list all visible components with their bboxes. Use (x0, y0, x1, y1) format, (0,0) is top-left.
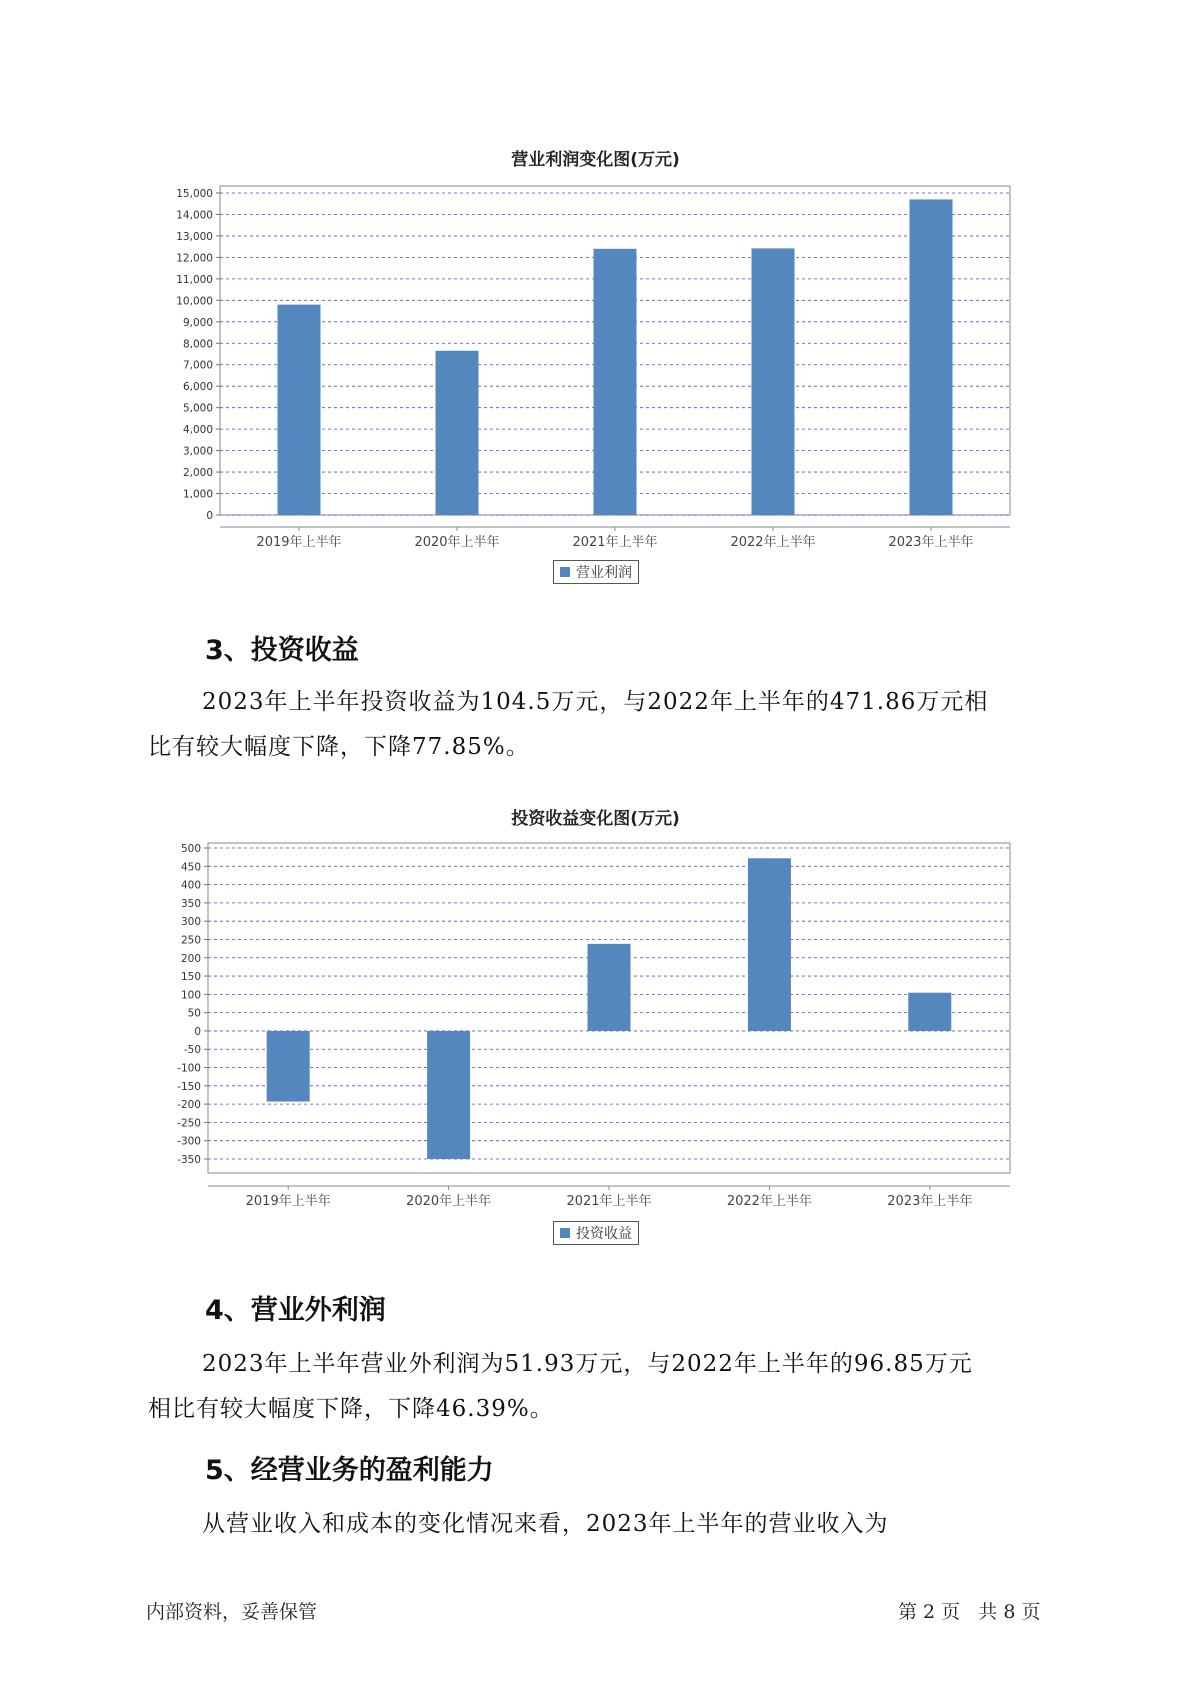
section4-paragraph (148, 1342, 1048, 1432)
bar-2020年上半年 (427, 1031, 470, 1159)
legend-swatch (560, 1228, 570, 1238)
chart1-title: 营业利润变化图(万元) (511, 150, 680, 170)
y-tick-label: -150 (177, 1080, 201, 1093)
bar-2021年上半年 (594, 249, 637, 515)
y-tick-label: 0 (194, 1025, 201, 1038)
bar-2019年上半年 (278, 305, 321, 515)
y-tick-label: 7,000 (182, 359, 213, 372)
bar-2022年上半年 (748, 858, 791, 1031)
investment-income-chart (0, 820, 1191, 1220)
y-tick-label: 13,000 (176, 230, 213, 243)
x-tick-label: 2020年上半年 (406, 1194, 492, 1209)
x-tick-label: 2019年上半年 (245, 1194, 331, 1209)
y-tick-label: 9,000 (182, 316, 213, 329)
y-tick-label: 350 (180, 897, 201, 910)
y-tick-label: 2,000 (182, 467, 213, 480)
y-tick-label: 11,000 (176, 273, 213, 286)
y-tick-label: 0 (206, 510, 213, 522)
y-tick-label: 250 (180, 934, 201, 947)
y-tick-label: -250 (177, 1117, 201, 1130)
y-tick-label: -300 (177, 1135, 201, 1148)
chart2-legend-label: 投资收益 (576, 1226, 632, 1242)
y-tick-label: 4,000 (182, 424, 213, 437)
x-tick-label: 2022年上半年 (730, 535, 816, 550)
chart1-legend (553, 560, 639, 584)
chart1-legend-label: 营业利润 (576, 565, 632, 581)
section5-line1: 从营业收入和成本的变化情况来看，2023年上半年的营业收入为 (202, 1511, 889, 1537)
footer-confidential: 内部资料，妥善保管 (146, 1601, 318, 1623)
y-tick-label: 5,000 (182, 402, 213, 415)
y-tick-label: 300 (180, 916, 201, 929)
section4-line1: 2023年上半年营业外利润为51.93万元，与2022年上半年的96.85万元 (202, 1351, 973, 1377)
bar-2019年上半年 (267, 1031, 310, 1102)
y-tick-label: -50 (183, 1044, 201, 1057)
y-tick-label: -350 (177, 1154, 201, 1166)
y-tick-label: 200 (180, 952, 201, 965)
y-tick-label: 1,000 (182, 488, 213, 501)
chart2-legend (553, 1221, 639, 1245)
legend-swatch (560, 567, 570, 577)
x-tick-label: 2022年上半年 (726, 1194, 812, 1209)
bar-2020年上半年 (436, 351, 479, 515)
bar-2022年上半年 (752, 248, 795, 515)
section5-heading: 5、经营业务的盈利能力 (205, 1455, 494, 1486)
y-tick-label: 450 (180, 861, 201, 874)
y-tick-label: 150 (180, 971, 201, 984)
y-tick-label: 3,000 (182, 445, 213, 458)
section3-line2: 比有较大幅度下降，下降77.85%。 (148, 734, 530, 760)
operating-profit-chart (0, 0, 1191, 560)
bar-2021年上半年 (588, 944, 631, 1031)
section3-heading: 3、投资收益 (205, 635, 359, 666)
y-tick-label: 12,000 (176, 252, 213, 265)
y-tick-label: 10,000 (176, 295, 213, 308)
section5-paragraph (148, 1502, 1048, 1547)
y-tick-label: 100 (180, 989, 201, 1002)
y-tick-label: 500 (180, 843, 201, 855)
section3-line1: 2023年上半年投资收益为104.5万元，与2022年上半年的471.86万元相 (202, 689, 989, 715)
bar-2023年上半年 (910, 199, 953, 515)
y-tick-label: 50 (187, 1007, 201, 1020)
y-tick-label: 8,000 (182, 338, 213, 351)
x-tick-label: 2021年上半年 (566, 1194, 652, 1209)
y-tick-label: 400 (180, 879, 201, 892)
x-tick-label: 2020年上半年 (414, 535, 500, 550)
x-tick-label: 2021年上半年 (572, 535, 658, 550)
chart2-title: 投资收益变化图(万元) (511, 809, 680, 829)
y-tick-label: -200 (177, 1099, 201, 1112)
y-tick-label: 15,000 (176, 188, 213, 200)
section4-heading: 4、营业外利润 (205, 1295, 386, 1326)
footer-page-number: 第 2 页 共 8 页 (898, 1601, 1041, 1623)
y-tick-label: -100 (177, 1062, 201, 1075)
bar-2023年上半年 (908, 993, 951, 1031)
y-tick-label: 14,000 (176, 209, 213, 222)
section3-paragraph (148, 680, 1048, 770)
x-tick-label: 2019年上半年 (256, 535, 342, 550)
x-tick-label: 2023年上半年 (888, 535, 974, 550)
section4-line2: 相比有较大幅度下降，下降46.39%。 (148, 1396, 554, 1422)
x-tick-label: 2023年上半年 (887, 1194, 973, 1209)
y-tick-label: 6,000 (182, 381, 213, 394)
